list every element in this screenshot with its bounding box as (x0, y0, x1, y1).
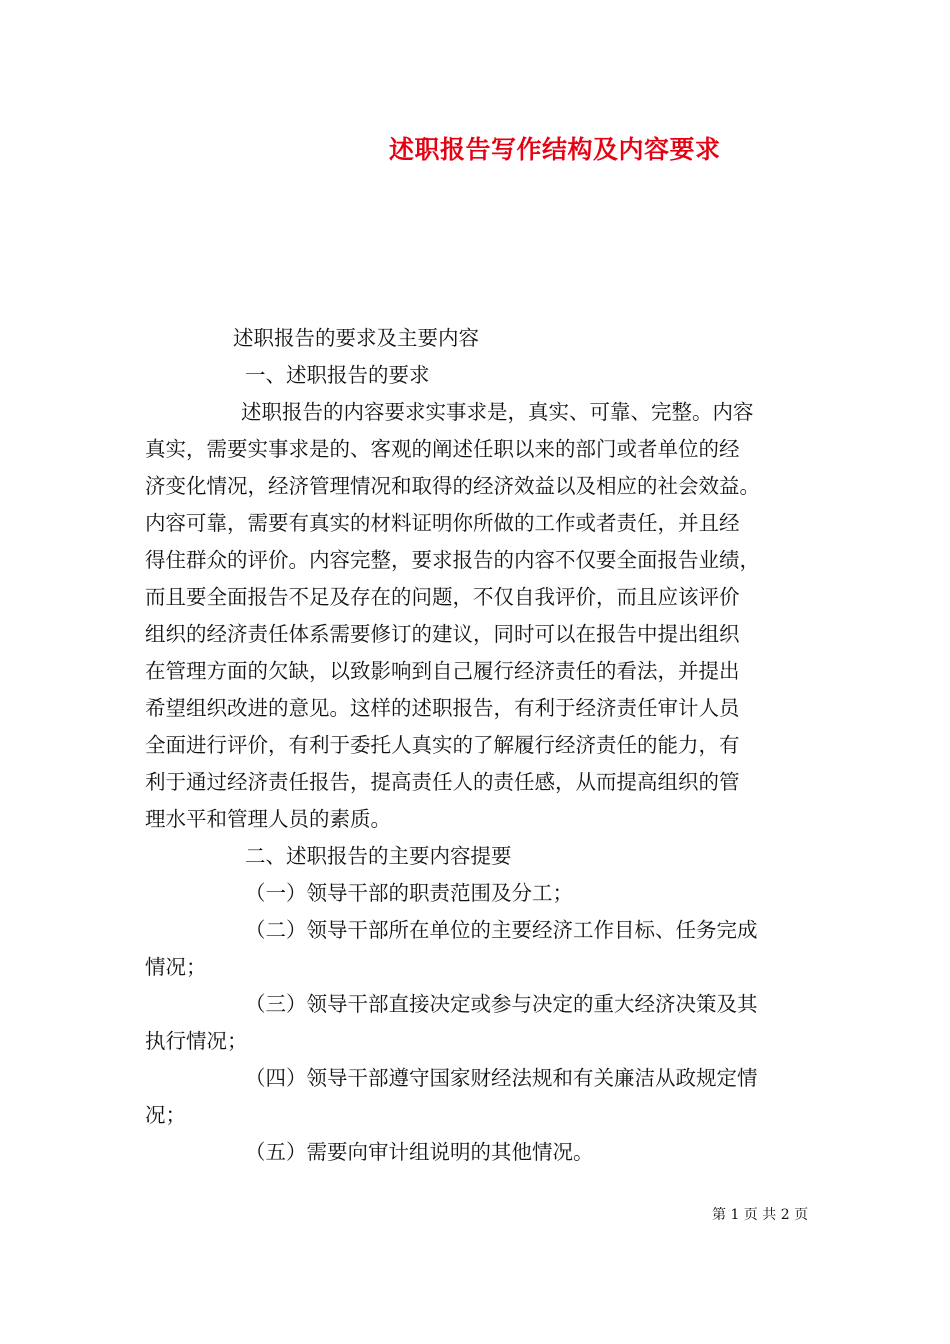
list-item: （二）领导干部所在单位的主要经济工作目标、任务完成 (245, 918, 758, 942)
paragraph-line: 全面进行评价，有利于委托人真实的了解履行经济责任的能力，有 (145, 733, 740, 757)
document-heading: 述职报告的要求及主要内容 (233, 326, 479, 350)
list-item-continuation: 情况； (145, 955, 207, 979)
list-item: （四）领导干部遵守国家财经法规和有关廉洁从政规定情 (245, 1066, 758, 1090)
list-item-continuation: 执行情况； (145, 1029, 248, 1053)
list-item-continuation: 况； (145, 1103, 186, 1127)
paragraph-line: 得住群众的评价。内容完整，要求报告的内容不仅要全面报告业绩， (145, 548, 760, 572)
paragraph-line: 希望组织改进的意见。这样的述职报告，有利于经济责任审计人员 (145, 696, 740, 720)
list-item: （三）领导干部直接决定或参与决定的重大经济决策及其 (245, 992, 758, 1016)
list-item: （一）领导干部的职责范围及分工； (245, 881, 573, 905)
section1-title: 一、述职报告的要求 (245, 363, 430, 387)
paragraph-line: 利于通过经济责任报告，提高责任人的责任感，从而提高组织的管 (145, 770, 740, 794)
paragraph-line: 而且要全面报告不足及存在的问题，不仅自我评价，而且应该评价 (145, 585, 740, 609)
paragraph-line: 理水平和管理人员的素质。 (145, 807, 391, 831)
page-number: 第 1 页 共 2 页 (712, 1207, 809, 1223)
paragraph-line: 真实，需要实事求是的、客观的阐述任职以来的部门或者单位的经 (145, 437, 740, 461)
paragraph-line: 济变化情况，经济管理情况和取得的经济效益以及相应的社会效益。 (145, 474, 760, 498)
section2-title: 二、述职报告的主要内容提要 (245, 844, 512, 868)
list-item: （五）需要向审计组说明的其他情况。 (245, 1140, 594, 1164)
paragraph-line: 内容可靠，需要有真实的材料证明你所做的工作或者责任，并且经 (145, 511, 740, 535)
document-body (145, 320, 810, 1171)
paragraph-line: 在管理方面的欠缺，以致影响到自己履行经济责任的看法，并提出 (145, 659, 740, 683)
paragraph-line: 组织的经济责任体系需要修订的建议，同时可以在报告中提出组织 (145, 622, 740, 646)
document-title: 述职报告写作结构及内容要求 (389, 135, 721, 164)
paragraph-line: 述职报告的内容要求实事求是，真实、可靠、完整。内容 (241, 400, 754, 424)
